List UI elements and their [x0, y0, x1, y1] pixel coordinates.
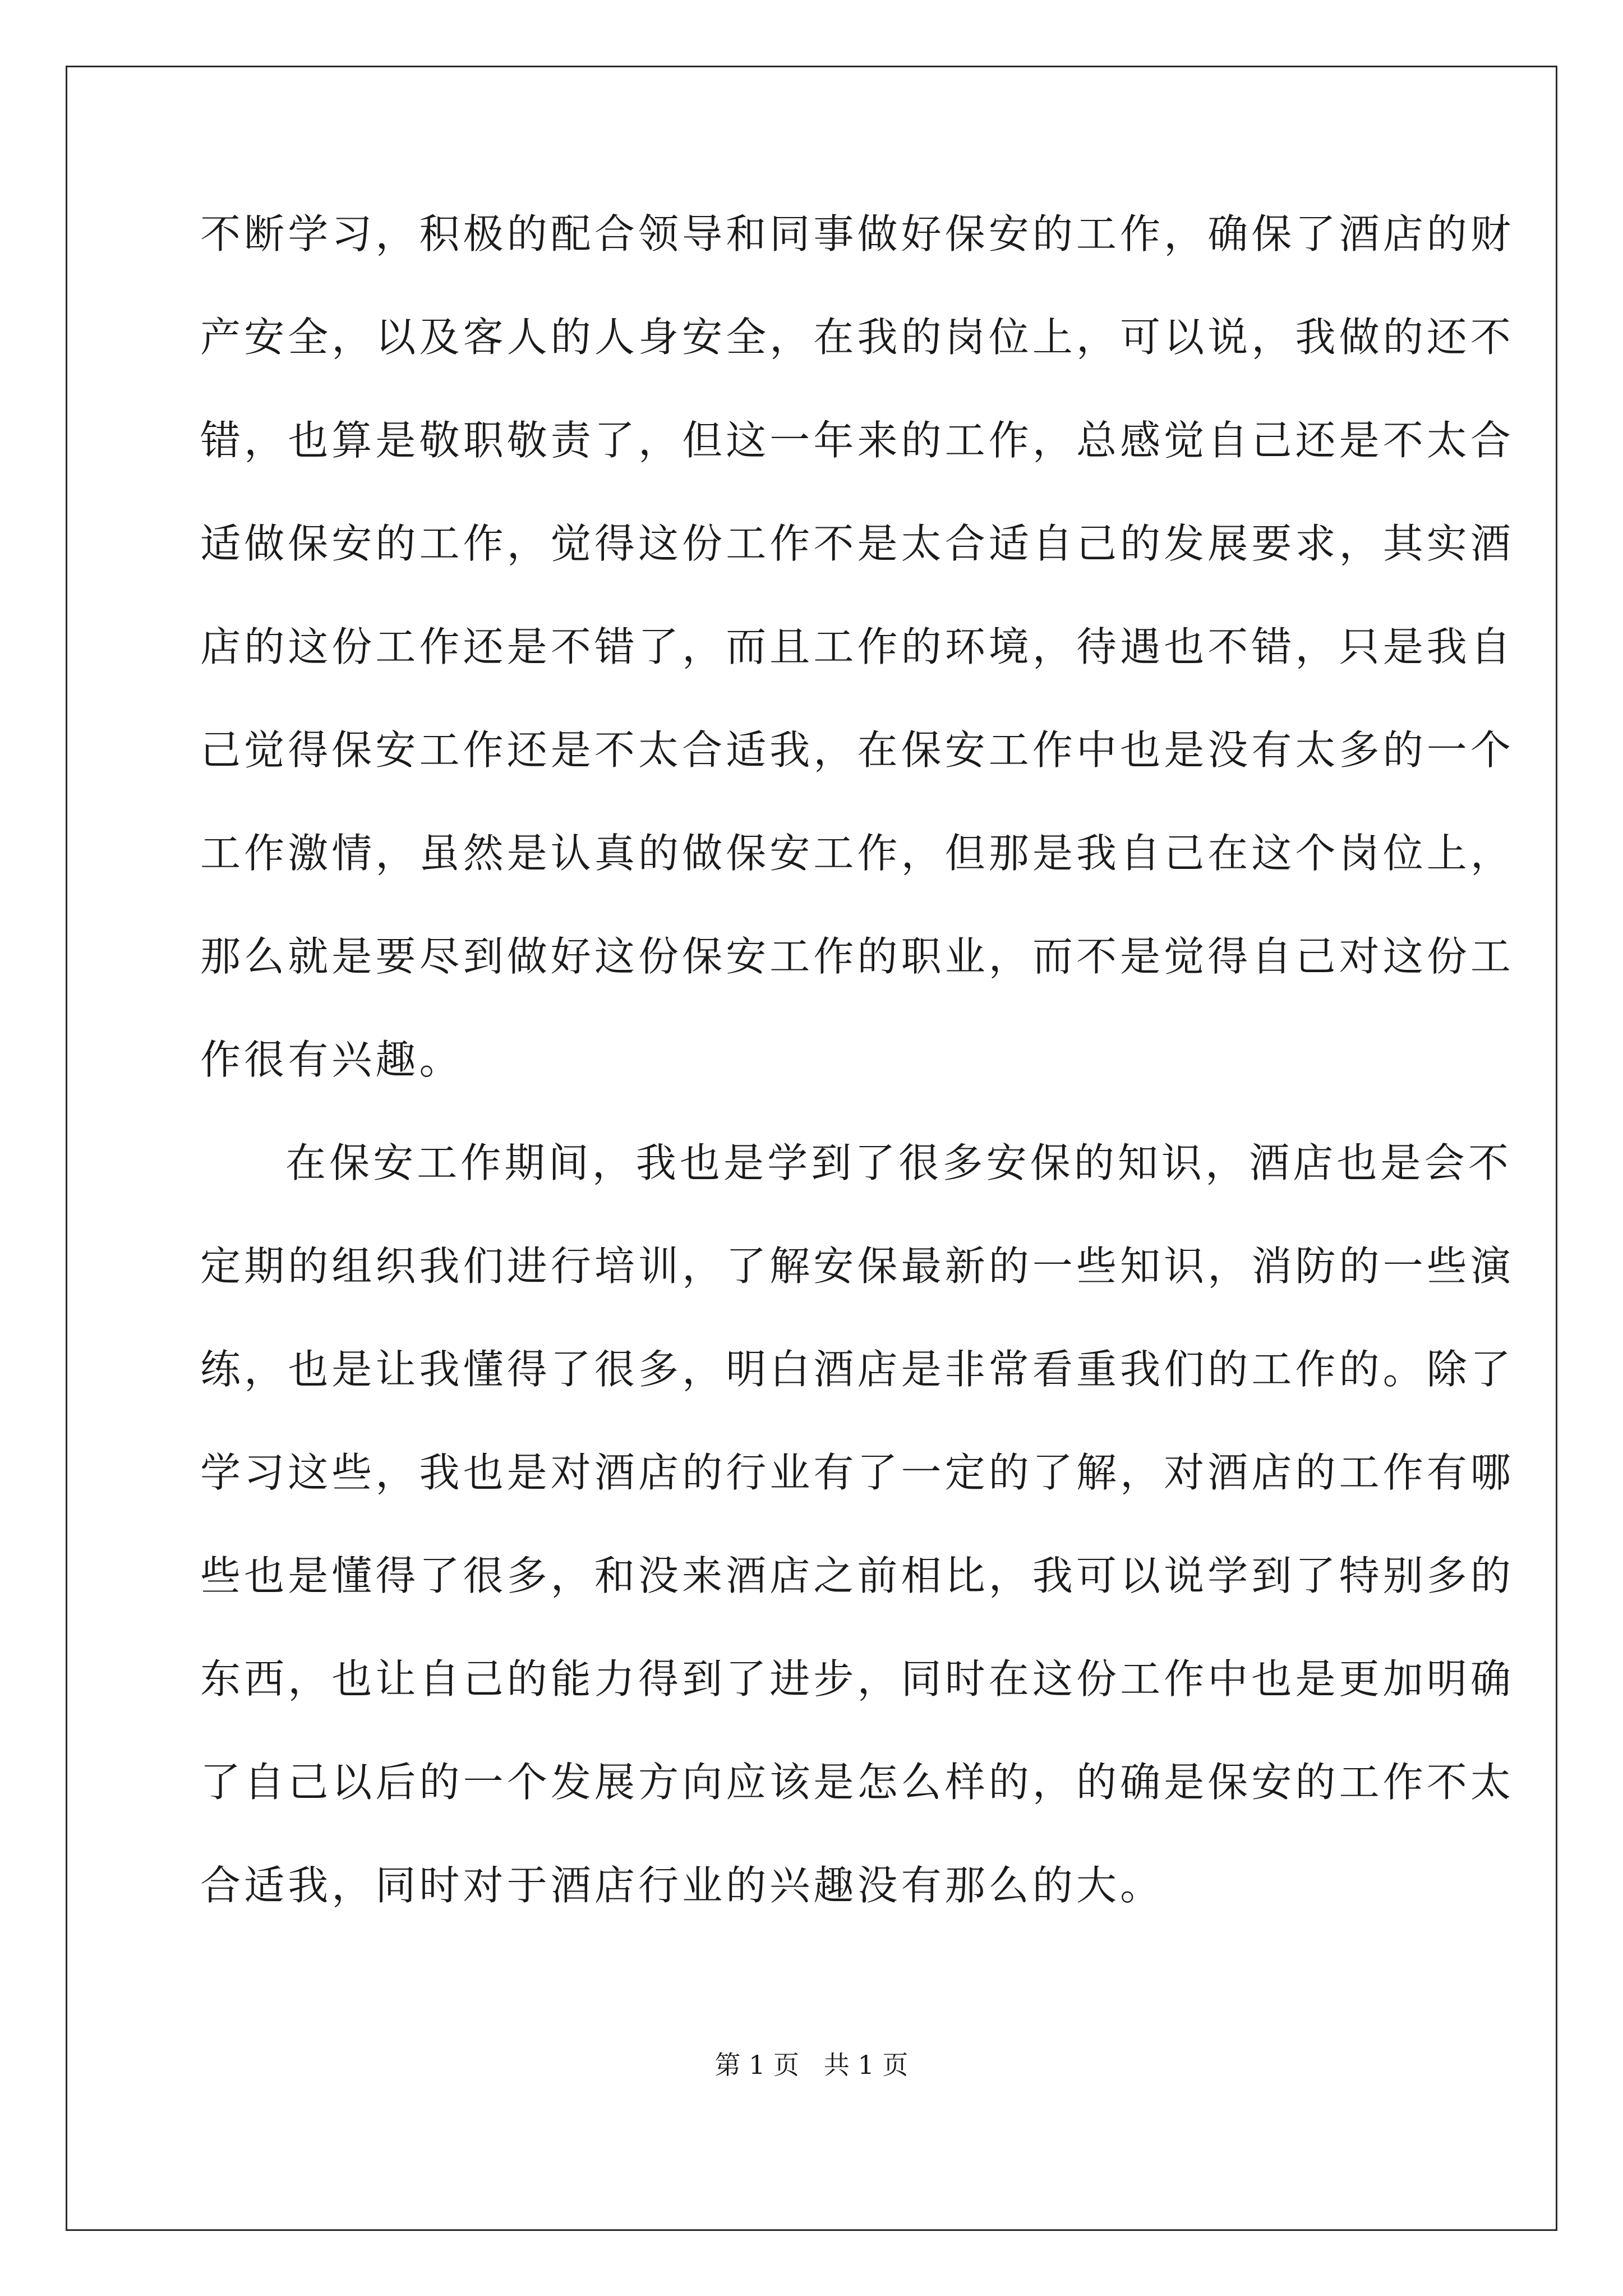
text-line: 在保安工作期间，我也是学到了很多安保的知识，酒店也是会不	[285, 1139, 1512, 1186]
page-footer	[0, 2052, 1623, 2078]
page-number: 第 1 页 共 1 页	[714, 2050, 909, 2080]
text-line: 己觉得保安工作还是不太合适我，在保安工作中也是没有太多的一个	[200, 726, 1515, 774]
text-line: 错，也算是敬职敬责了，但这一年来的工作，总感觉自己还是不太合	[200, 417, 1515, 464]
document-body	[200, 210, 1515, 1968]
text-line: 定期的组织我们进行培训，了解安保最新的一些知识，消防的一些演	[200, 1243, 1515, 1290]
text-line: 作很有兴趣。	[200, 1036, 463, 1083]
text-line: 些也是懂得了很多，和没来酒店之前相比，我可以说学到了特别多的	[200, 1552, 1515, 1599]
text-line: 了自己以后的一个发展方向应该是怎么样的，的确是保安的工作不太	[200, 1759, 1515, 1806]
text-line: 学习这些，我也是对酒店的行业有了一定的了解，对酒店的工作有哪	[200, 1449, 1515, 1496]
text-line: 那么就是要尽到做好这份保安工作的职业，而不是觉得自己对这份工	[200, 933, 1515, 980]
paragraph-1	[200, 210, 1515, 1143]
paragraph-2	[200, 1139, 1515, 1968]
text-line: 适做保安的工作，觉得这份工作不是太合适自己的发展要求，其实酒	[200, 520, 1515, 567]
text-line: 练，也是让我懂得了很多，明白酒店是非常看重我们的工作的。除了	[200, 1346, 1515, 1393]
text-line: 产安全，以及客人的人身安全，在我的岗位上，可以说，我做的还不	[200, 314, 1515, 361]
text-line: 不断学习，积极的配合领导和同事做好保安的工作，确保了酒店的财	[200, 210, 1515, 257]
text-line: 工作激情，虽然是认真的做保安工作，但那是我自己在这个岗位上，	[200, 830, 1515, 877]
text-line: 东西，也让自己的能力得到了进步，同时在这份工作中也是更加明确	[200, 1655, 1515, 1703]
text-line: 合适我，同时对于酒店行业的兴趣没有那么的大。	[200, 1862, 1164, 1909]
text-line: 店的这份工作还是不错了，而且工作的环境，待遇也不错，只是我自	[200, 623, 1515, 670]
